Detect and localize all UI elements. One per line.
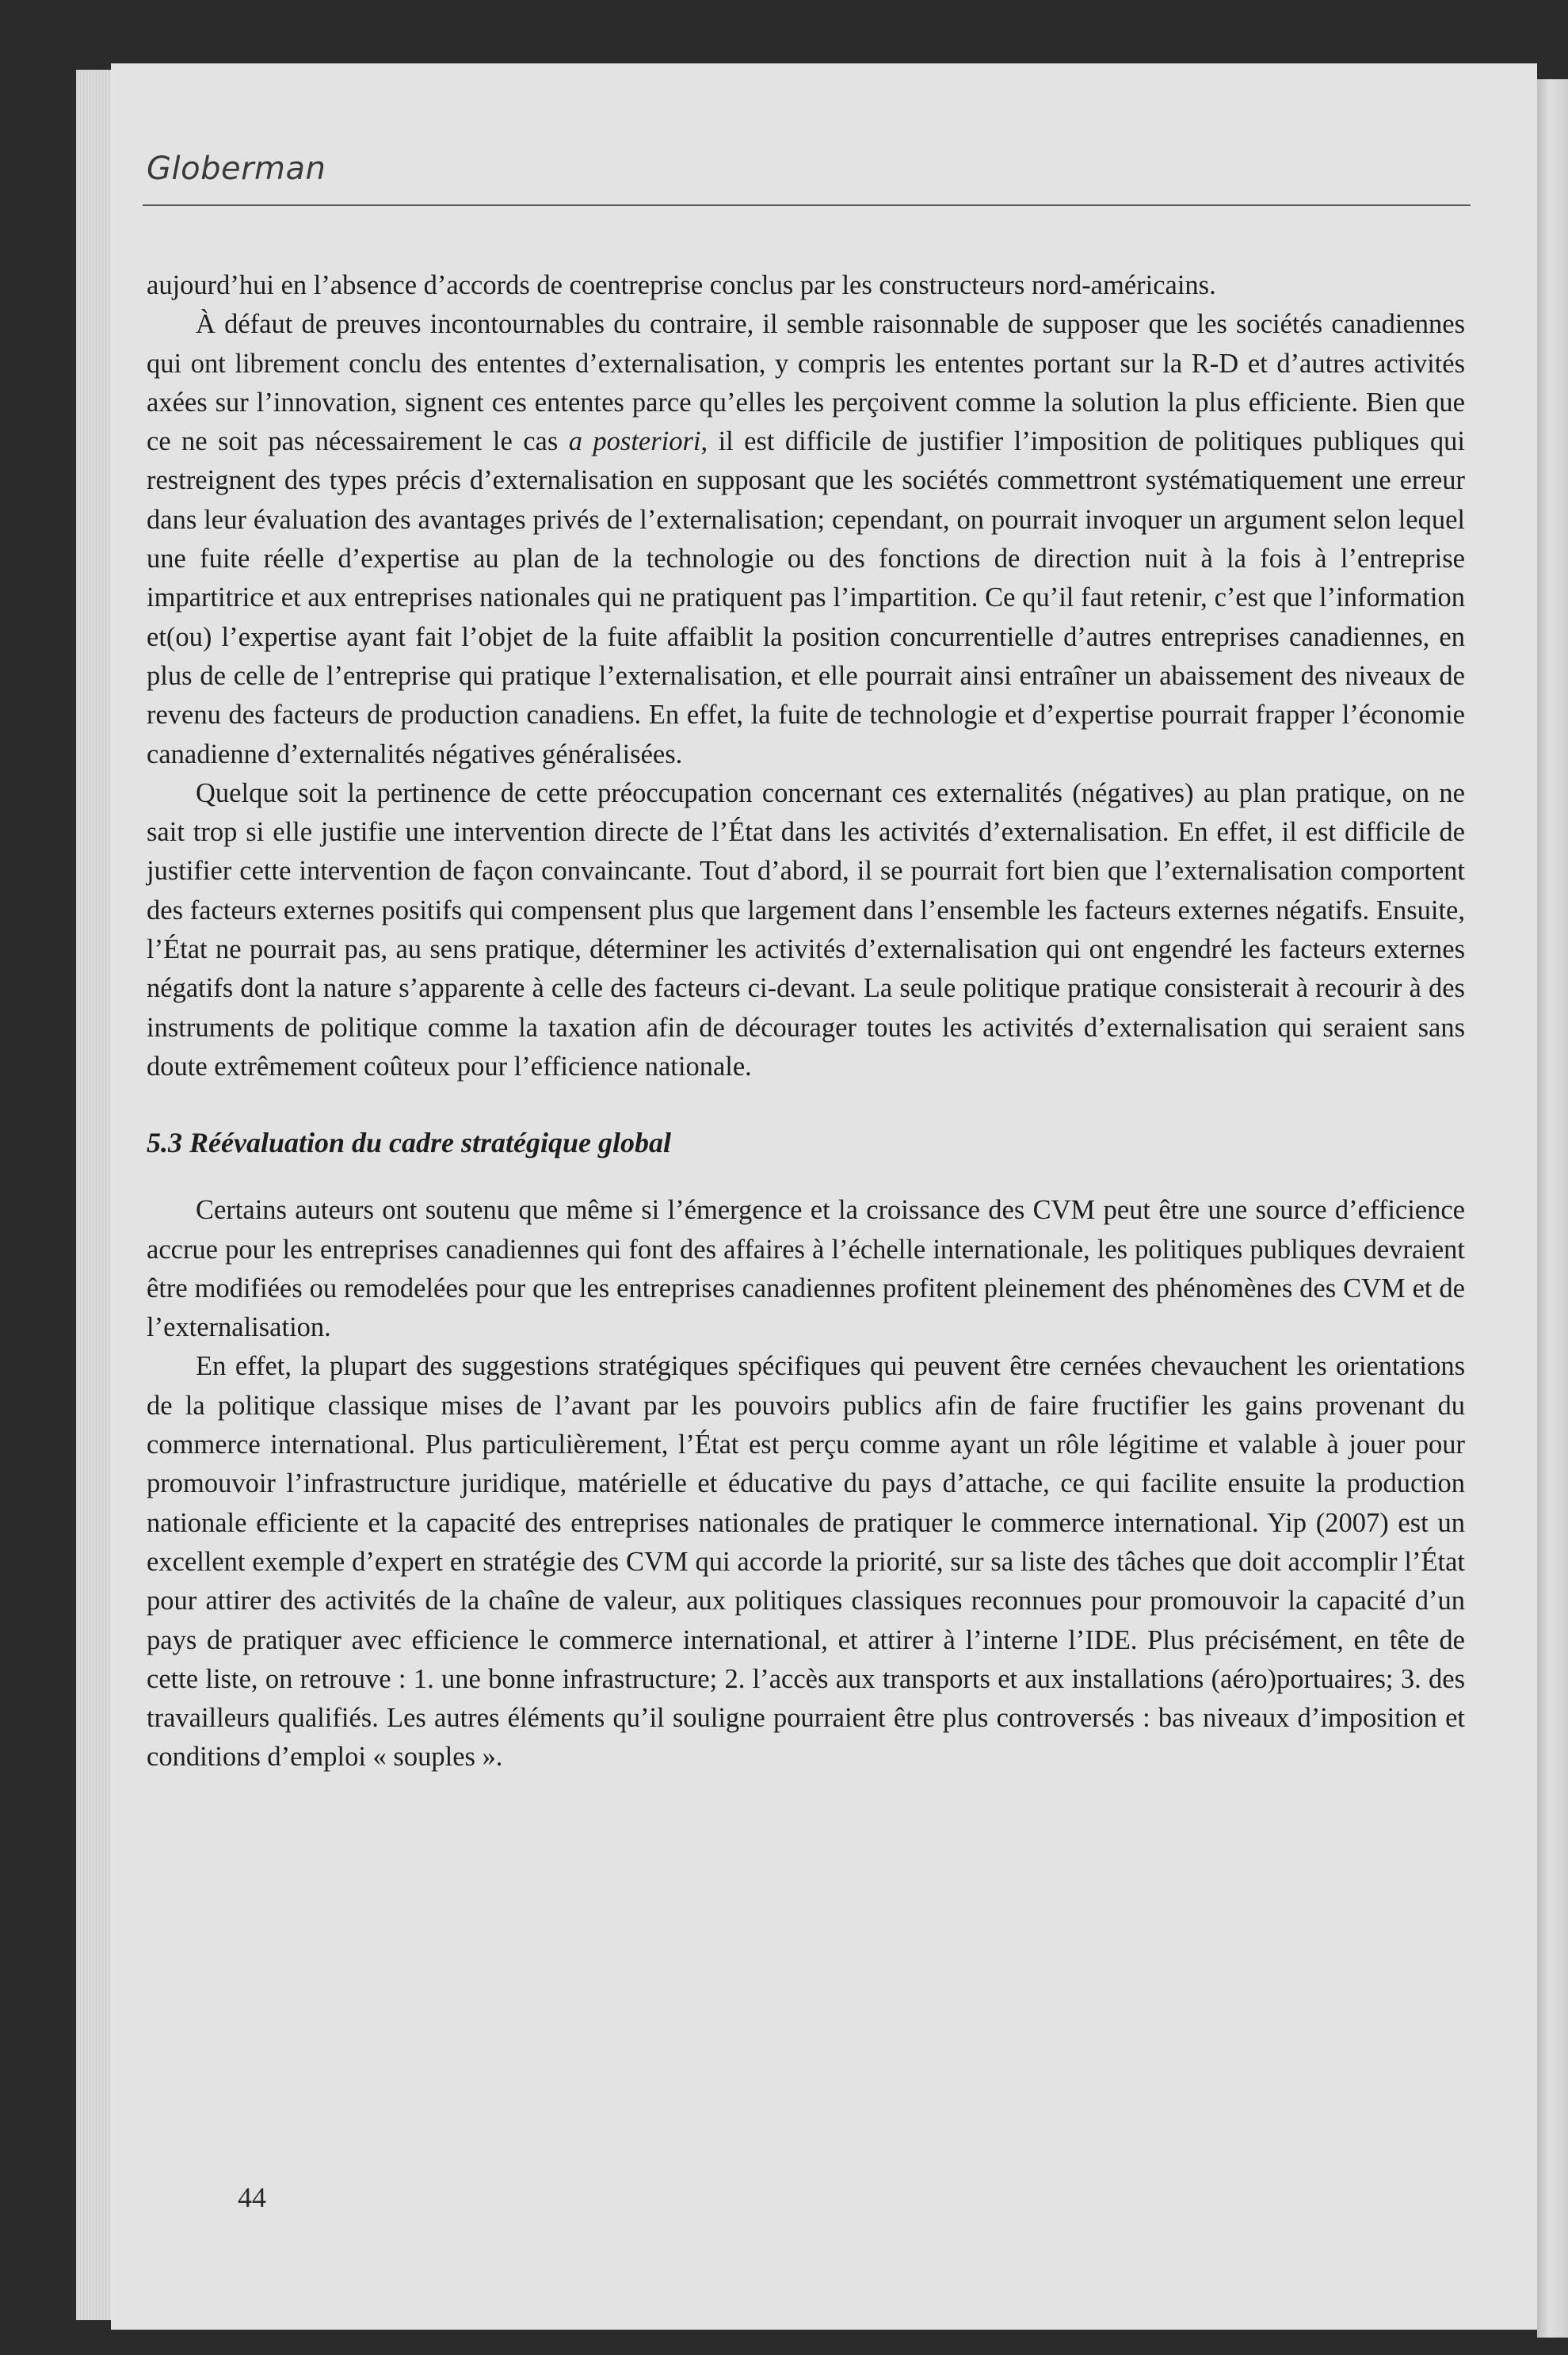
page-number: 44 xyxy=(238,2181,266,2213)
paragraph-1: aujourd’hui en l’absence d’accords de coentreprise conclus par les constructeurs nord-américains. xyxy=(147,270,1216,300)
running-head: Globerman xyxy=(147,151,326,187)
paragraph-2-italic: a posteriori xyxy=(568,426,701,457)
section-paragraph-1: Certains auteurs ont soutenu que même si l’émergence et la croissance des CVM peut être une source d’efficience accrue pour les entreprises canadiennes qui font des affaires à l’échelle internationale, les politiques publiques devraient être modifiées ou remodelées pour que les entreprises canadiennes profitent pleinement des phénomènes des CVM et de l’externalisation. xyxy=(147,1195,1465,1343)
paragraph-3: Quelque soit la pertinence de cette préoccupation concernant ces externalités (négatives) au plan pratique, on ne sait trop si elle justifie une intervention directe de l’État dans les activités d’externalisation. En effet, il est difficile de justifier cette intervention de façon convaincante. Tout d’abord, il se pourrait fort bien que l’externalisation comportent des facteurs externes positifs qui compensent plus que largement dans l’ensemble les facteurs externes négatifs. Ensuite, l’État ne pourrait pas, au sens pratique, déterminer les activités d’externalisation qui ont engendré les facteurs externes négatifs dont la nature s’apparente à celle des facteurs ci-devant. La seule politique pratique consisterait à recourir à des instruments de politique comme la taxation afin de décourager toutes les activités d’externalisation qui seraient sans doute extrêmement coûteux pour l’efficience nationale. xyxy=(147,777,1465,1082)
facing-page-edge xyxy=(1537,79,1568,2338)
paragraph-2 xyxy=(147,305,1465,774)
header-rule xyxy=(143,204,1471,206)
paragraph-2-start: À défaut de preuves incontournables du contraire, il semble raisonnable de supposer que les sociétés canadiennes qui ont librement conclu des ententes d’externalisation, y compris les ententes portant sur la R-D et d’autres activités axées sur l’innovation, signent ces ententes parce qu’elles les perçoivent comme la solution la plus efficiente. Bien que ce ne soit pas nécessairement le cas xyxy=(147,309,1465,457)
body-text xyxy=(147,266,1465,1777)
paragraph-2-end: , il est difficile de justifier l’imposition de politiques publiques qui restreignent des types précis d’externalisation en supposant que les sociétés commettront systématiquement une erreur dans leur évaluation des avantages privés de l’externalisation; cependant, on pourrait invoquer un argument selon lequel une fuite réelle d’expertise au plan de la technologie ou des fonctions de direction nuit à la fois à l’entreprise impartitrice et aux entreprises nationales qui ne pratiquent pas l’impartition. Ce qu’il faut retenir, c’est que l’information et(ou) l’expertise ayant fait l’objet de la fuite affaiblit la position concurrentielle d’autres entreprises canadiennes, en plus de celle de l’entreprise qui pratique l’externalisation, et elle pourrait ainsi entraîner un abaissement des niveaux de revenu des facteurs de production canadiens. En effet, la fuite de technologie et d’expertise pourrait frapper l’économie canadienne d’externalités négatives généralisées. xyxy=(147,426,1465,769)
section-heading: 5.3 Réévaluation du cadre stratégique global xyxy=(147,1127,671,1159)
section-paragraph-2: En effet, la plupart des suggestions stratégiques spécifiques qui peuvent être cernées chevauchent les orientations de la politique classique mises de l’avant par les pouvoirs publics afin de faire fructifier les gains provenant du commerce international. Plus particulièrement, l’État est perçu comme ayant un rôle légitime et valable à jouer pour promouvoir l’infrastructure juridique, matérielle et éducative du pays d’attache, ce qui facilite ensuite la production nationale efficiente et la capacité des entreprises nationales de pratiquer le commerce international. Yip (2007) est un excellent exemple d’expert en stratégie des CVM qui accorde la priorité, sur sa liste des tâches que doit accomplir l’État pour attirer des activités de la chaîne de valeur, aux politiques classiques reconnues pour promouvoir la capacité d’un pays de pratiquer avec efficience le commerce international, et attirer à l’interne l’IDE. Plus précisément, en tête de cette liste, on retrouve : 1. une bonne infrastructure; 2. l’accès aux transports et aux installations (aéro)portuaires; 3. des travailleurs qualifiés. Les autres éléments qu’il souligne pourraient être plus controversés : bas niveaux d’imposition et conditions d’emploi « souples ». xyxy=(147,1351,1465,1773)
